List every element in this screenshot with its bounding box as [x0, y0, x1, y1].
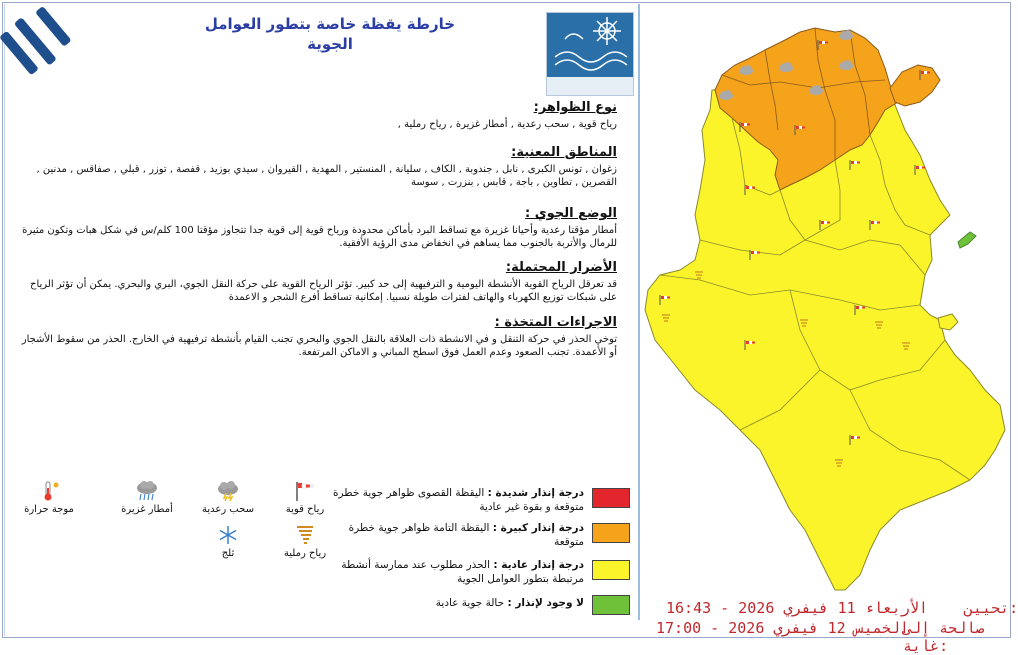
legend-normal-swatch: [592, 560, 630, 580]
legend-severe-text: درجة إنذار شديدة : اليقظة القصوى ظواهر جوية خطرة متوقعة و بقوة غير عادية: [333, 487, 584, 513]
left-border: [4, 4, 5, 636]
issued-label: تحيين:: [964, 599, 1018, 617]
section-phenomena: [17, 100, 617, 131]
icon-heat-wave: [14, 480, 84, 515]
page-title: [160, 14, 500, 54]
heat-wave-icon: [37, 480, 61, 502]
legend-none-text: لا وجود لإنذار : حالة جوية عادية: [435, 597, 584, 609]
map-djerba: [938, 314, 958, 330]
phenomena-heading: نوع الظواهر:: [533, 100, 617, 115]
legend-normal-text: درجة إنذار عادية : الحذر مطلوب عند ممارسة أنشطة مرتبطة بتطور العوامل الجوية: [341, 559, 584, 585]
title-line-2: الجوية: [307, 35, 353, 53]
strong-wind-icon: [293, 480, 317, 502]
inm-logo: [546, 12, 634, 96]
phenomena-body: رياح قوية , سحب رعدية , أمطار غزيرة , رياح رملية ,: [397, 119, 617, 130]
measures-body: توخي الحذر في حركة التنقل و في الانشطة ذات العلاقة بالنقل الجوي والبحري تجنب القيام بأنشطة ترفيهية في الخارج. الحذر من سقوط الأشجار أو الأعمدة. تجنب الصعود وعدم العمل فوق اسطح المباني و الاماكن المرتفعة.: [21, 334, 617, 358]
inm-logo-caption: [547, 77, 633, 95]
inm-logo-emblem: [547, 13, 633, 77]
section-weather: [17, 206, 617, 250]
legend-none: [330, 593, 630, 619]
title-line-1: خارطة يقظة خاصة بتطور العوامل: [204, 15, 456, 33]
icon-strong-wind: [270, 480, 340, 515]
legend-high: [330, 521, 630, 555]
section-damages: [17, 260, 617, 304]
weather-body: أمطار مؤقتا رعدية وأحيانا غزيرة مع تساقط البرد بأماكن محدودة ورياح قوية إلى قوية جدا تتجاوز مؤقتا 100 كلم/س في شكل هبات وتكون مثيرة للرمال والأتربة بالجنوب مما يساهم في انخفاض مدى الرؤية الأفقية.: [22, 225, 617, 249]
damages-heading: الأضرار المحتملة:: [505, 260, 617, 275]
map-kerkennah: [958, 232, 976, 248]
legend-high-swatch: [592, 523, 630, 543]
tunisia-vigilance-map: [640, 10, 1010, 595]
strong-wind-label: رياح قوية: [285, 504, 325, 515]
icon-snow: [193, 524, 263, 559]
snow-icon: [216, 524, 240, 546]
corner-logo: [8, 8, 78, 80]
icon-sand-wind: [270, 524, 340, 559]
map-cap-bon: [890, 65, 940, 106]
sand-wind-icon: [293, 524, 317, 546]
legend-normal: [330, 558, 630, 592]
heavy-rain-icon: [135, 480, 159, 502]
issued-value: الأربعاء 11 فيفري 2026 - 16:43: [666, 599, 928, 617]
valid-label: صالحة إلى غاية:: [903, 619, 985, 655]
damages-body: قد تعرقل الرياح القوية الأنشطة اليومية و الترفيهية إلى حد كبير. تؤثر الرياح القوية على حركة النقل الجوي، البري والبحري. يمكن أن تؤثر الرياح على شبكات توزيع الكهرباء والهاتف لفترات طويلة نسبيا. إمكانية تساقط أفرع الشجر و الاعمدة: [29, 279, 617, 303]
valid-value: الخميس 12 فيفري 2026 - 17:00: [656, 619, 909, 637]
measures-heading: الاجراءات المتخذة :: [494, 315, 617, 330]
thunder-cloud-icon: [216, 480, 240, 502]
legend-severe: [330, 486, 630, 522]
section-regions: [17, 145, 617, 189]
regions-heading: المناطق المعنية:: [511, 145, 617, 160]
heavy-rain-label: أمطار غزيرة: [121, 504, 173, 515]
legend-none-swatch: [592, 595, 630, 615]
legend-severe-swatch: [592, 488, 630, 508]
icon-heavy-rain: [112, 480, 182, 515]
sand-wind-label: رياح رملية: [283, 548, 327, 559]
regions-body: زغوان , تونس الكبرى , نابل , جندوبة , الكاف , سليانة , المنستير , المهدية , القيروان , سيدي بوزيد , قفصة , توزر , قبلي , صفاقس , مدنين , القصرين , تطاوين , باجة , قابس , بنزرت , سوسة: [36, 164, 617, 188]
thunder-cloud-label: سحب رعدية: [201, 504, 255, 515]
section-measures: [17, 315, 617, 359]
weather-heading: الوضع الجوي :: [525, 206, 617, 221]
snow-label: ثلج: [221, 548, 235, 559]
legend-high-text: درجة إنذار كبيرة : اليقظة التامة ظواهر جوية خطرة متوقعة: [348, 522, 584, 548]
heat-wave-label: موجة حرارة: [24, 504, 74, 515]
icon-thunder-cloud: [193, 480, 263, 515]
